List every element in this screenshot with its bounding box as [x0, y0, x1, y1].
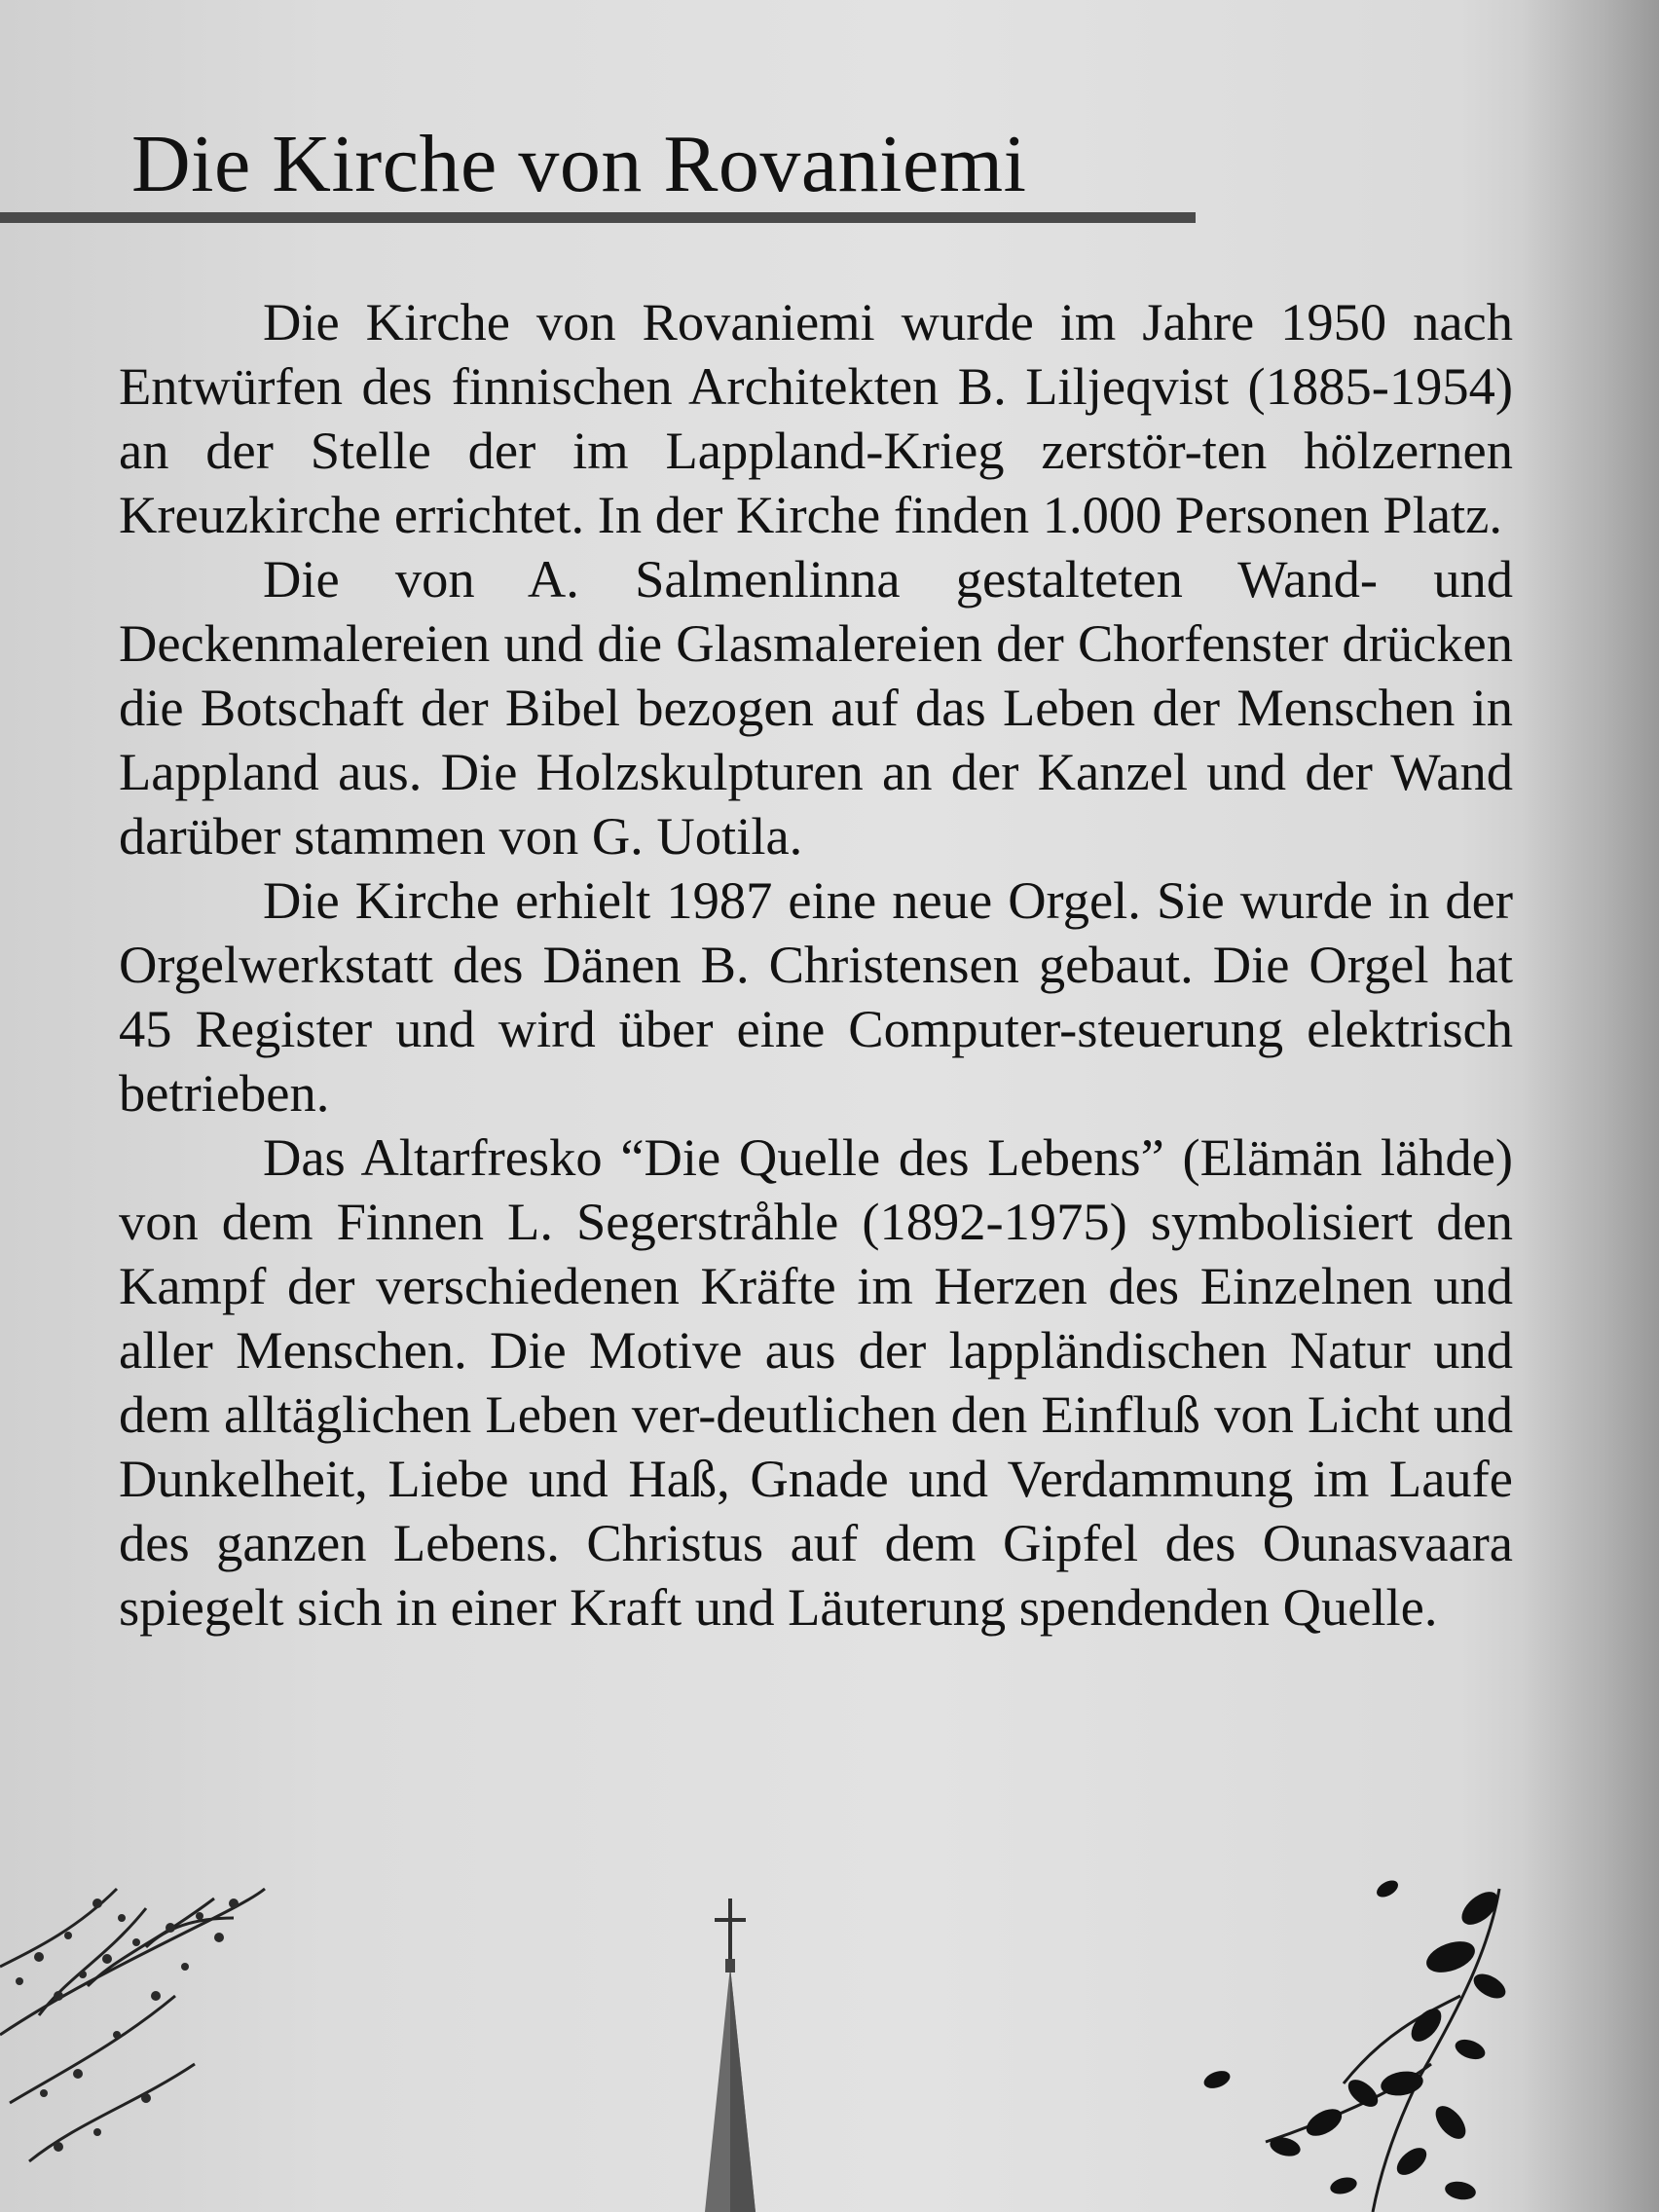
body-text: [119, 290, 1513, 1640]
paragraph-1: Die Kirche von Rovaniemi wurde im Jahre 1950 nach Entwürfen des finnischen Architekten B. Liljeqvist (1885-1954) an der Stelle der im Lappland-Krieg zerstör-ten hölzernen Kreuzkirche errichtet. In der Kirche finden 1.000 Personen Platz.: [119, 292, 1513, 544]
page-title: Die Kirche von Rovaniemi: [131, 119, 1027, 209]
left-leaves-icon: [16, 1899, 239, 2152]
paragraph-3: Die Kirche erhielt 1987 eine neue Orgel. Sie wurde in der Orgelwerkstatt des Dänen B. Christensen gebaut. Die Orgel hat 45 Register und wird über eine Computer-steuerung elektrisch betrieben.: [119, 870, 1513, 1123]
left-branch-icon: [0, 1889, 265, 2161]
church-spire-illustration: [0, 1850, 1659, 2212]
page-edge-shadow: [1523, 0, 1659, 2212]
church-spire-icon: [705, 1899, 756, 2212]
paragraph-2: Die von A. Salmenlinna gestalteten Wand- und Deckenmalereien und die Glasmalereien der Chorfenster drücken die Botschaft der Bibel bezogen auf das Leben der Menschen in Lappland aus. Die Holzskulpturen an der Kanzel und der Wand darüber stammen von G. Uotila.: [119, 549, 1513, 866]
paragraph-4: Das Altarfresko “Die Quelle des Lebens” (Elämän lähde) von dem Finnen L. Segerstråhle (1892-1975) symbolisiert den Kampf der verschiedenen Kräfte im Herzen des Einzelnen und aller Menschen. Die Motive aus der lappländischen Natur und dem alltäglichen Leben ver-deutlichen den Einfluß von Licht und Dunkelheit, Liebe und Haß, Gnade und Verdammung im Laufe des ganzen Lebens. Christus auf dem Gipfel des Ounasvaara spiegelt sich in einer Kraft und Läuterung spendenden Quelle.: [119, 1127, 1513, 1637]
title-underline: [0, 212, 1196, 223]
right-leaves-icon: [1201, 1877, 1509, 2202]
